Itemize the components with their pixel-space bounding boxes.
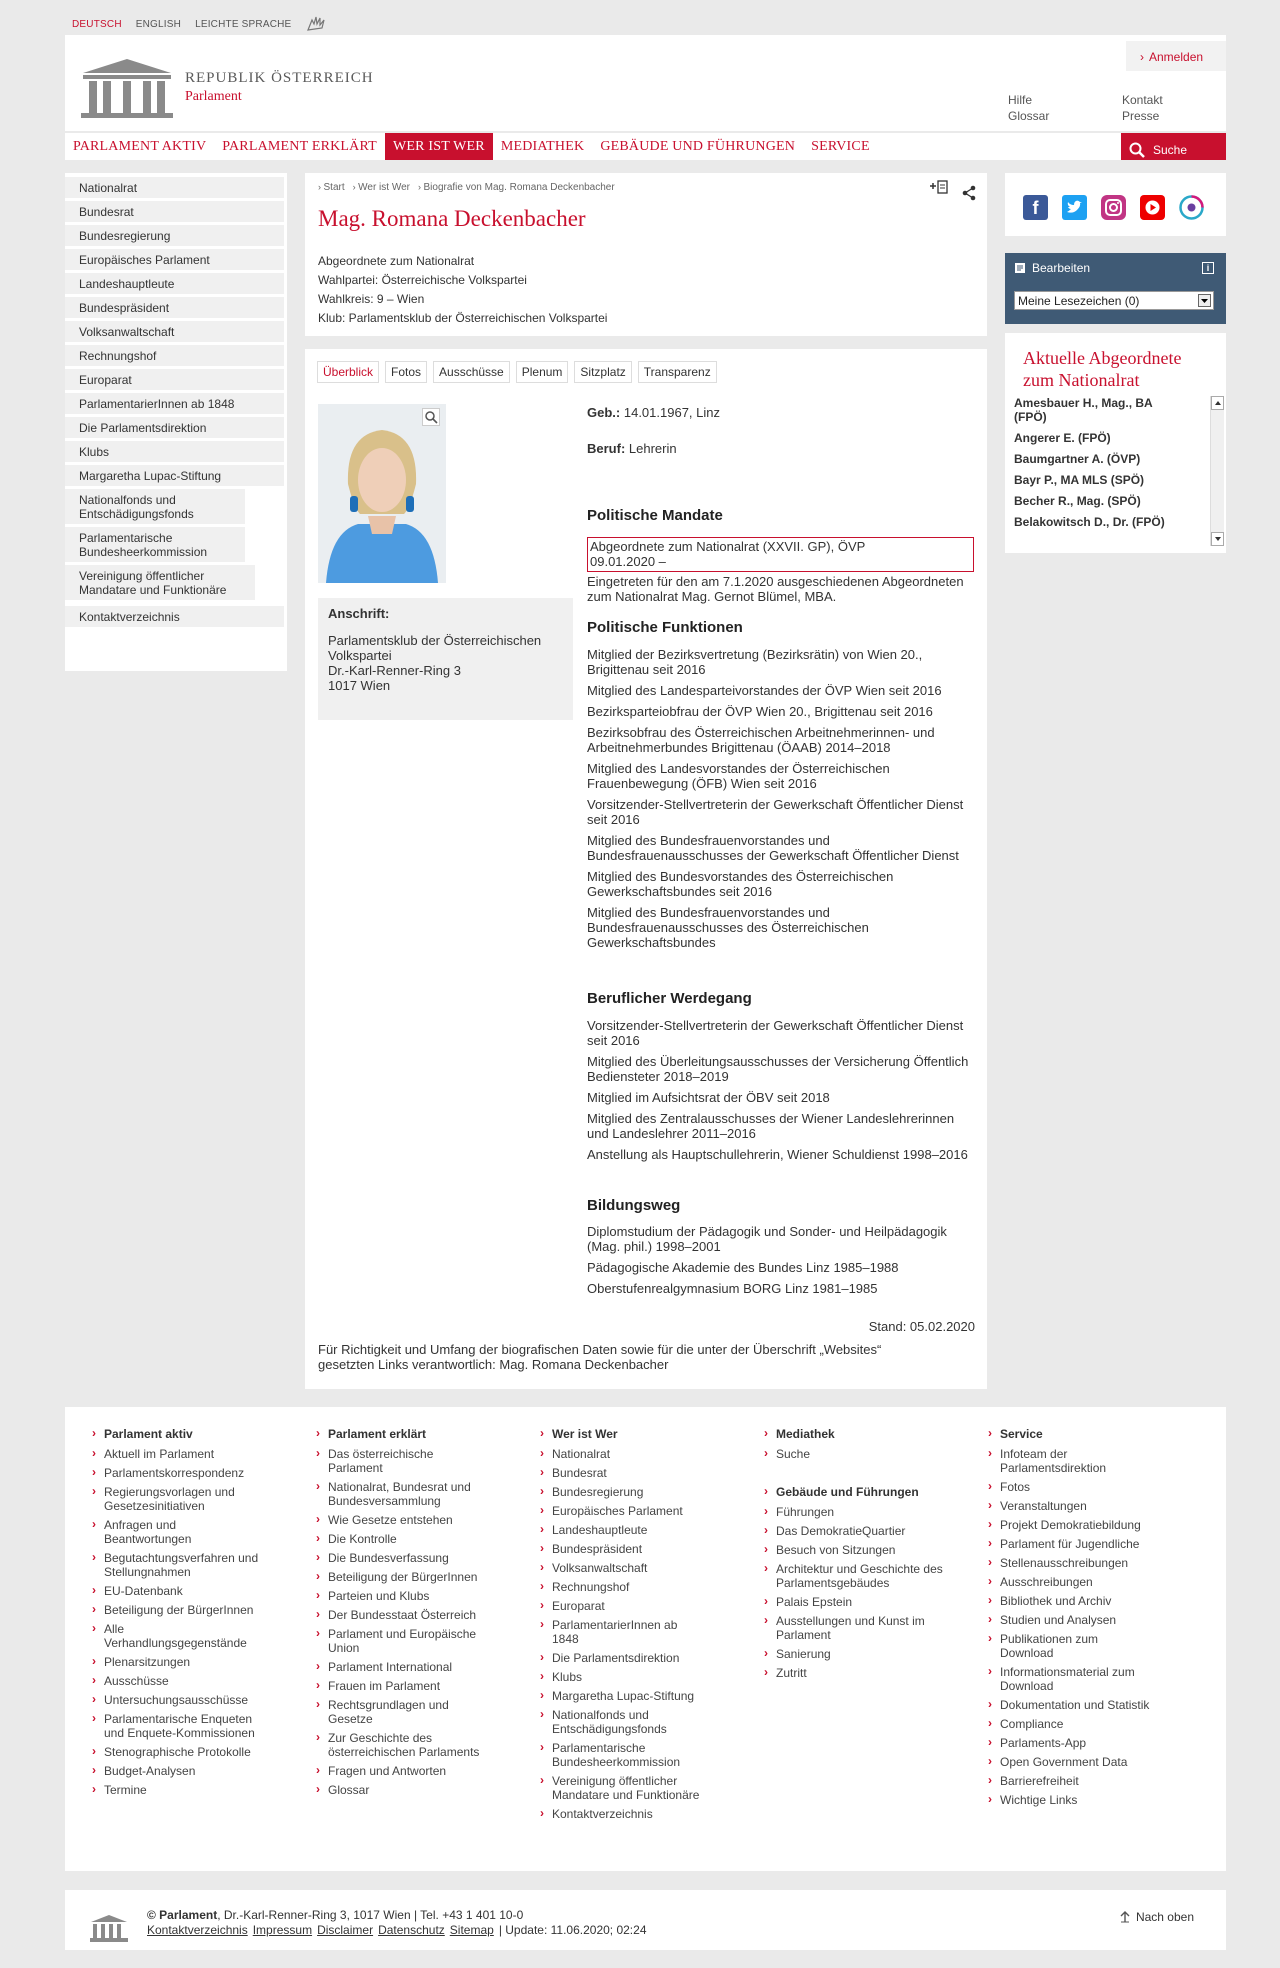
lang-deutsch[interactable]: DEUTSCH [72,19,122,30]
logo[interactable] [79,55,374,119]
tab-fotos[interactable]: Fotos [385,361,427,383]
footer-link[interactable]: › Parteien und Klubs [314,1589,499,1603]
footer-heading[interactable]: › Parlament erklärt [314,1427,499,1441]
footer-link[interactable]: › Parlamentarische Bundesheerkommission [538,1741,708,1769]
birth-label: Geb.: [587,405,621,420]
footer-link[interactable]: › Europäisches Parlament [538,1504,708,1518]
tab-plenum[interactable]: Plenum [516,361,569,383]
list-item: Pädagogische Akademie des Bundes Linz 1985–1988 [587,1260,899,1275]
footer-link[interactable]: › Vereinigung öffentlicher Mandatare und Funktionäre [538,1774,708,1802]
bottom-link-privacy[interactable]: Datenschutz [378,1923,445,1937]
footer-link[interactable]: › Zur Geschichte des österreichischen Parlaments [314,1731,494,1759]
footer-heading[interactable]: › Parlament aktiv [90,1427,275,1441]
person-club: Klub: Parlamentsklub der Österreichischen Volkspartei [318,311,608,325]
footer-link[interactable]: › Sanierung [762,1647,947,1661]
footer-link[interactable]: › Nationalrat [538,1447,708,1461]
footer-link[interactable]: › Plenarsitzungen [90,1655,275,1669]
footer-col-mediathek [762,1427,947,1685]
footer-link[interactable]: › Aktuell im Parlament [90,1447,275,1461]
edit-icon [1014,262,1026,274]
sidebar-item[interactable]: Kontaktverzeichnis [65,606,284,627]
list-item: Vorsitzender-Stellvertreterin der Gewerkschaft Öffentlicher Dienst seit 2016 [587,1018,964,1048]
footer-col-parlament-erklaert [314,1427,499,1802]
functions-list [587,647,977,956]
address-label: Anschrift: [328,606,390,621]
sidebar-item[interactable]: Europäisches Parlament [65,249,284,270]
footer-link[interactable]: › Margaretha Lupac-Stiftung [538,1689,708,1703]
footer-link[interactable]: › Architektur und Geschichte des Parlamentsgebäudes [762,1562,947,1590]
footer-link[interactable]: › Glossar [314,1783,499,1797]
footer-link[interactable]: › Suche [762,1447,947,1461]
footer-link[interactable]: › Fotos [986,1480,1171,1494]
search-label: Suche [1153,142,1188,157]
breadcrumb-wer-ist-wer[interactable]: Wer ist Wer [358,182,410,193]
address-line-3: 1017 Wien [328,678,391,693]
mandate-note: Eingetreten für den am 7.1.2020 ausgeschiedenen Abgeordneten zum Nationalrat Mag. Gernot Blümel, MBA. [587,574,964,604]
footer-link[interactable]: › Ausschüsse [90,1674,275,1688]
sidebar-item[interactable]: Klubs [65,441,284,462]
stand-date: Stand: 05.02.2020 [868,1319,975,1334]
footer-link[interactable]: › Anfragen und Beantwortungen [90,1518,230,1546]
sidebar-item[interactable]: Volksanwaltschaft [65,321,284,342]
list-item: Mitglied des Überleitungsausschusses der Versicherung Öffentlich Bediensteter 2018–2019 [587,1054,969,1084]
footer-link[interactable]: › Die Parlamentsdirektion [538,1651,708,1665]
site-header [65,35,1226,131]
footer-col-wer-ist-wer [538,1427,708,1826]
birth-value: 14.01.1967, Linz [623,405,720,420]
sidebar [65,173,287,671]
sign-language-icon[interactable] [305,14,327,35]
nav-wer-ist-wer[interactable]: WER IST WER [385,133,493,160]
footer-link[interactable]: › Publikationen zum Download [986,1632,1116,1660]
tab-transparenz[interactable]: Transparenz [638,361,717,383]
mandates-heading: Politische Mandate [587,507,723,524]
person-constituency: Wahlkreis: 9 – Wien [318,292,425,306]
footer-link[interactable]: › Studien und Analysen [986,1613,1171,1627]
footer-heading[interactable]: › Wer ist Wer [538,1427,708,1441]
glossary-link[interactable]: Glossar [1008,109,1050,123]
member-item[interactable]: Amesbauer H., Mag., BA (FPÖ) [1014,396,1153,424]
portrait-photo[interactable] [318,404,446,583]
education-list [587,1224,977,1302]
mandate-line-2: 09.01.2020 – [590,554,666,569]
footer-link[interactable]: › Veranstaltungen [986,1499,1171,1513]
list-item: Vorsitzender-Stellvertreterin der Gewerkschaft Öffentlicher Dienst seit 2016 [587,797,964,827]
header-links-left [1008,92,1049,124]
member-item[interactable]: Belakowitsch D., Dr. (FPÖ) [1014,515,1165,529]
list-item: Mitglied des Zentralausschusses der Wiener Landeslehrerinnen und Landeslehrer 2011–2016 [587,1111,955,1141]
footer-link[interactable]: › Informationsmaterial zum Download [986,1665,1136,1693]
address-line-2: Dr.-Karl-Renner-Ring 3 [328,663,461,678]
profession-label: Beruf: [587,441,626,456]
member-item[interactable]: Bayr P., MA MLS (SPÖ) [1014,473,1145,487]
career-heading: Beruflicher Werdegang [587,990,752,1007]
logo-subtitle: Parlament [185,88,242,104]
twitter-icon[interactable] [1062,195,1087,220]
person-detail-card [305,349,987,1389]
person-party: Wahlpartei: Österreichische Volkspartei [318,273,527,287]
profession-info [587,441,677,456]
member-item[interactable]: Becher R., Mag. (SPÖ) [1014,494,1141,508]
login-label: Anmelden [1149,50,1204,64]
footer-link[interactable]: › ParlamentarierInnen ab 1848 [538,1618,678,1646]
footer-link[interactable]: › Parlamentskorrespondenz [90,1466,275,1480]
footer-link[interactable]: › Alle Verhandlungsgegenstände [90,1622,250,1650]
back-to-top-label: Nach oben [1135,1910,1194,1924]
footer-link[interactable]: › Bundesregierung [538,1485,708,1499]
footer-link[interactable]: › Führungen [762,1505,947,1519]
bookmarks-select[interactable] [1014,291,1214,310]
education-heading: Bildungsweg [587,1197,681,1214]
bottom-link-sitemap[interactable]: Sitemap [449,1923,494,1937]
footer-link[interactable]: › Klubs [538,1670,708,1684]
person-info [318,252,607,328]
breadcrumb-current: Biografie von Mag. Romana Deckenbacher [423,182,615,193]
footer-link[interactable]: › Untersuchungsausschüsse [90,1693,275,1707]
scroll-down-icon[interactable] [1211,532,1224,546]
sidebar-item[interactable]: Bundesregierung [65,225,284,246]
parliament-logo-icon [79,55,175,119]
sidebar-item[interactable]: Nationalfonds und Entschädigungsfonds [65,489,245,524]
list-item: Mitglied des Landesvorstandes der Österreichischen Frauenbewegung (ÖFB) Wien seit 2016 [587,761,890,791]
footer-link[interactable]: › Besuch von Sitzungen [762,1543,947,1557]
logo-title: REPUBLIK ÖSTERREICH [185,69,374,86]
footer-link[interactable]: › Das DemokratieQuartier [762,1524,947,1538]
footer-link[interactable]: › Projekt Demokratiebildung [986,1518,1171,1532]
footer-heading[interactable]: › Service [986,1427,1171,1441]
arrow-up-icon [1120,1911,1130,1923]
footer-link[interactable]: › Open Government Data [986,1755,1171,1769]
main-navigation [65,133,1226,160]
footer-link[interactable]: › Barrierefreiheit [986,1774,1171,1788]
login-button[interactable]: › Anmelden [1126,41,1226,71]
footer-link[interactable]: › Compliance [986,1717,1171,1731]
member-item[interactable]: Baumgartner A. (ÖVP) [1014,452,1141,466]
footer-link[interactable]: › Nationalrat, Bundesrat und Bundesversammlung [314,1480,499,1508]
sidebar-item[interactable]: Die Parlamentsdirektion [65,417,284,438]
footer-link[interactable]: › Frauen im Parlament [314,1679,499,1693]
sidebar-item[interactable]: Nationalrat [65,177,284,198]
disclaimer-text: Für Richtigkeit und Umfang der biografischen Daten sowie für die unter der Überschrift „Websites“ gesetzten Links verantwortlich: Mag. Romana Deckenbacher [318,1342,882,1372]
lang-english[interactable]: ENGLISH [135,19,182,30]
footer-link[interactable]: › Budget-Analysen [90,1764,275,1778]
sidebar-item[interactable]: Bundespräsident [65,297,284,318]
footer-link[interactable]: › Parlament International [314,1660,499,1674]
list-item: Bezirksparteiobfrau der ÖVP Wien 20., Brigittenau seit 2016 [587,704,933,719]
instagram-icon[interactable] [1101,195,1126,220]
bottom-bar [65,1890,1226,1950]
members-list [1014,396,1209,546]
footer-link[interactable]: › Volksanwaltschaft [538,1561,708,1575]
nav-parlament-erklaert[interactable]: PARLAMENT ERKLÄRT [222,139,377,154]
profile-tabs [317,361,717,383]
tab-ausschuesse[interactable]: Ausschüsse [433,361,510,383]
mandate-highlight-box [587,537,974,572]
bottom-link-disclaimer[interactable]: Disclaimer [317,1923,374,1937]
footer-link[interactable]: › Begutachtungsverfahren und Stellungnahmen [90,1551,275,1579]
profession-value: Lehrerin [628,441,677,456]
footer-link[interactable]: › Parlament für Jugendliche [986,1537,1171,1551]
list-item: Mitglied des Bundesfrauenvorstandes und Bundesfrauenausschusses der Gewerkschaft Öffentlicher Dienst [587,833,959,863]
footer-link[interactable]: › Der Bundesstaat Österreich [314,1608,499,1622]
bottom-link-contact[interactable]: Kontaktverzeichnis [147,1923,248,1937]
mandate-line-1: Abgeordnete zum Nationalrat (XXVII. GP), ÖVP [590,539,866,554]
breadcrumb-start[interactable]: Start [323,182,345,193]
search-icon [1129,142,1145,158]
bookmark-add-icon[interactable] [929,179,949,200]
header-links-right [1122,92,1163,124]
footer-link[interactable]: › Fragen und Antworten [314,1764,499,1778]
list-item: Mitglied des Bundesvorstandes des Österreichischen Gewerkschaftsbundes seit 2016 [587,869,894,899]
language-bar [72,14,327,35]
press-link[interactable]: Presse [1122,109,1160,123]
person-role: Abgeordnete zum Nationalrat [318,254,475,268]
parliament-small-logo-icon [89,1913,129,1943]
footer-link[interactable]: › Bibliothek und Archiv [986,1594,1171,1608]
footer-link[interactable]: › Stenographische Protokolle [90,1745,275,1759]
footer-link[interactable]: › Ausstellungen und Kunst im Parlament [762,1614,947,1642]
footer-link[interactable]: › Beteiligung der BürgerInnen [90,1603,275,1617]
bottom-link-imprint[interactable]: Impressum [252,1923,313,1937]
footer-col-service [986,1427,1171,1812]
bookmarks-select-value: Meine Lesezeichen (0) [1018,294,1140,308]
footer-link[interactable]: › Wie Gesetze entstehen [314,1513,499,1527]
list-item: Mitglied des Landesparteivorstandes der ÖVP Wien seit 2016 [587,683,942,698]
footer-heading[interactable]: › Gebäude und Führungen [762,1485,947,1499]
sidebar-item[interactable]: Landeshauptleute [65,273,284,294]
footer-heading[interactable]: › Mediathek [762,1427,947,1441]
sidebar-item[interactable]: Margaretha Lupac-Stiftung [65,465,284,486]
functions-heading: Politische Funktionen [587,619,743,636]
members-scrollbar[interactable] [1210,396,1224,546]
birth-info [587,405,720,420]
footer-link[interactable]: › Ausschreibungen [986,1575,1171,1589]
sidebar-item[interactable]: Bundesrat [65,201,284,222]
footer-link[interactable]: › Parlamentarische Enqueten und Enquete-Kommissionen [90,1712,275,1740]
footer-link[interactable]: › Rechnungshof [538,1580,708,1594]
footer-link[interactable]: › Stellenausschreibungen [986,1556,1171,1570]
sidebar-item[interactable]: Europarat [65,369,284,390]
footer-link[interactable]: › Bundespräsident [538,1542,708,1556]
footer-link[interactable]: › Parlament und Europäische Union [314,1627,494,1655]
footer-link[interactable]: › Kontaktverzeichnis [538,1807,708,1821]
career-list [587,1018,977,1168]
footer-link[interactable]: › Rechtsgrundlagen und Gesetze [314,1698,464,1726]
address-line-1: Parlamentsklub der Österreichischen Volkspartei [328,633,542,663]
footer-link[interactable]: › Bundesrat [538,1466,708,1480]
footer-col-parlament-aktiv [90,1427,275,1802]
list-item: Anstellung als Hauptschullehrerin, Wiener Schuldienst 1998–2016 [587,1147,968,1162]
breadcrumb: › Start › Wer ist Wer › Biografie von Mag. Romana Deckenbacher [318,182,615,193]
sidebar-item[interactable]: ParlamentarierInnen ab 1848 [65,393,284,414]
tab-sitzplatz[interactable]: Sitzplatz [574,361,631,383]
scroll-up-icon[interactable] [1211,396,1224,410]
list-item: Mitglied der Bezirksvertretung (Bezirksrätin) von Wien 20., Brigittenau seit 2016 [587,647,923,677]
current-members-panel [1005,333,1226,553]
contact-link[interactable]: Kontakt [1122,93,1163,107]
footer-link[interactable]: › EU-Datenbank [90,1584,275,1598]
lang-leichte-sprache[interactable]: LEICHTE SPRACHE [195,19,292,30]
footer-link[interactable]: › Zutritt [762,1666,947,1680]
bottom-address: , Dr.-Karl-Renner-Ring 3, 1017 Wien | Tel. +43 1 401 10-0 [217,1908,524,1922]
footer-link[interactable]: › Die Bundesverfassung [314,1551,499,1565]
nav-mediathek[interactable]: MEDIATHEK [500,139,585,154]
address-box [318,598,573,720]
list-item: Bezirksobfrau des Österreichischen Arbeitnehmerinnen- und Arbeitnehmerbundes Brigittenau (ÖAAB) 2014–2018 [587,725,935,755]
bottom-update: | Update: 11.06.2020; 02:24 [498,1923,647,1937]
tab-ueberblick[interactable]: Überblick [317,361,379,383]
footer-link[interactable]: › Das österreichische Parlament [314,1447,454,1475]
sidebar-item[interactable]: Vereinigung öffentlicher Mandatare und Funktionäre [65,565,255,600]
footer-link[interactable]: › Parlaments-App [986,1736,1171,1750]
sidebar-item[interactable]: Rechnungshof [65,345,284,366]
list-item: Oberstufenrealgymnasium BORG Linz 1981–1985 [587,1281,878,1296]
facebook-icon[interactable]: f [1023,195,1048,220]
back-to-top-button[interactable] [1120,1910,1194,1924]
footer-link[interactable]: › Dokumentation und Statistik [986,1698,1171,1712]
member-item[interactable]: Angerer E. (FPÖ) [1014,431,1111,445]
person-header-card [305,173,987,336]
sidebar-item[interactable]: Parlamentarische Bundesheerkommission [65,527,245,562]
youtube-icon[interactable] [1140,195,1165,220]
footer-link[interactable]: › Infoteam der Parlamentsdirektion [986,1447,1171,1475]
footer-link[interactable]: › Landeshauptleute [538,1523,708,1537]
help-link[interactable]: Hilfe [1008,93,1033,107]
edit-panel [1005,253,1226,324]
nav-gebaeude[interactable]: GEBÄUDE UND FÜHRUNGEN [600,139,796,154]
search-button[interactable] [1121,133,1226,160]
chevron-down-icon [1198,294,1211,307]
zoom-icon[interactable] [422,408,440,426]
list-item: Diplomstudium der Pädagogik und Sonder- und Heilpädagogik (Mag. phil.) 1998–2001 [587,1224,947,1254]
footer-link[interactable]: › Nationalfonds und Entschädigungsfonds [538,1708,708,1736]
footer-link[interactable]: › Europarat [538,1599,708,1613]
footer-link[interactable]: › Palais Epstein [762,1595,947,1609]
list-item: Mitglied des Bundesfrauenvorstandes und Bundesfrauenausschusses des Österreichischen Gewerkschaftsbundes [587,905,869,950]
nav-parlament-aktiv[interactable]: PARLAMENT AKTIV [73,139,207,154]
page-title: Mag. Romana Deckenbacher [318,206,586,231]
site-footer [65,1407,1226,1871]
footer-link[interactable]: › Die Kontrolle [314,1532,499,1546]
footer-link[interactable]: › Beteiligung der BürgerInnen [314,1570,499,1584]
info-icon[interactable]: i [1202,262,1214,274]
edit-label: Bearbeiten [1032,261,1091,275]
current-members-title: Aktuelle Abgeordnete zum Nationalrat [1023,348,1182,390]
webradio-icon[interactable] [1179,195,1204,220]
nav-service[interactable]: SERVICE [811,139,870,154]
share-icon[interactable] [961,185,977,204]
social-links [1005,173,1226,236]
footer-link[interactable]: › Termine [90,1783,275,1797]
footer-link[interactable]: › Regierungsvorlagen und Gesetzesinitiativen [90,1485,275,1513]
copyright: © Parlament [147,1908,218,1922]
footer-link[interactable]: › Wichtige Links [986,1793,1171,1807]
list-item: Mitglied im Aufsichtsrat der ÖBV seit 2018 [587,1090,830,1105]
